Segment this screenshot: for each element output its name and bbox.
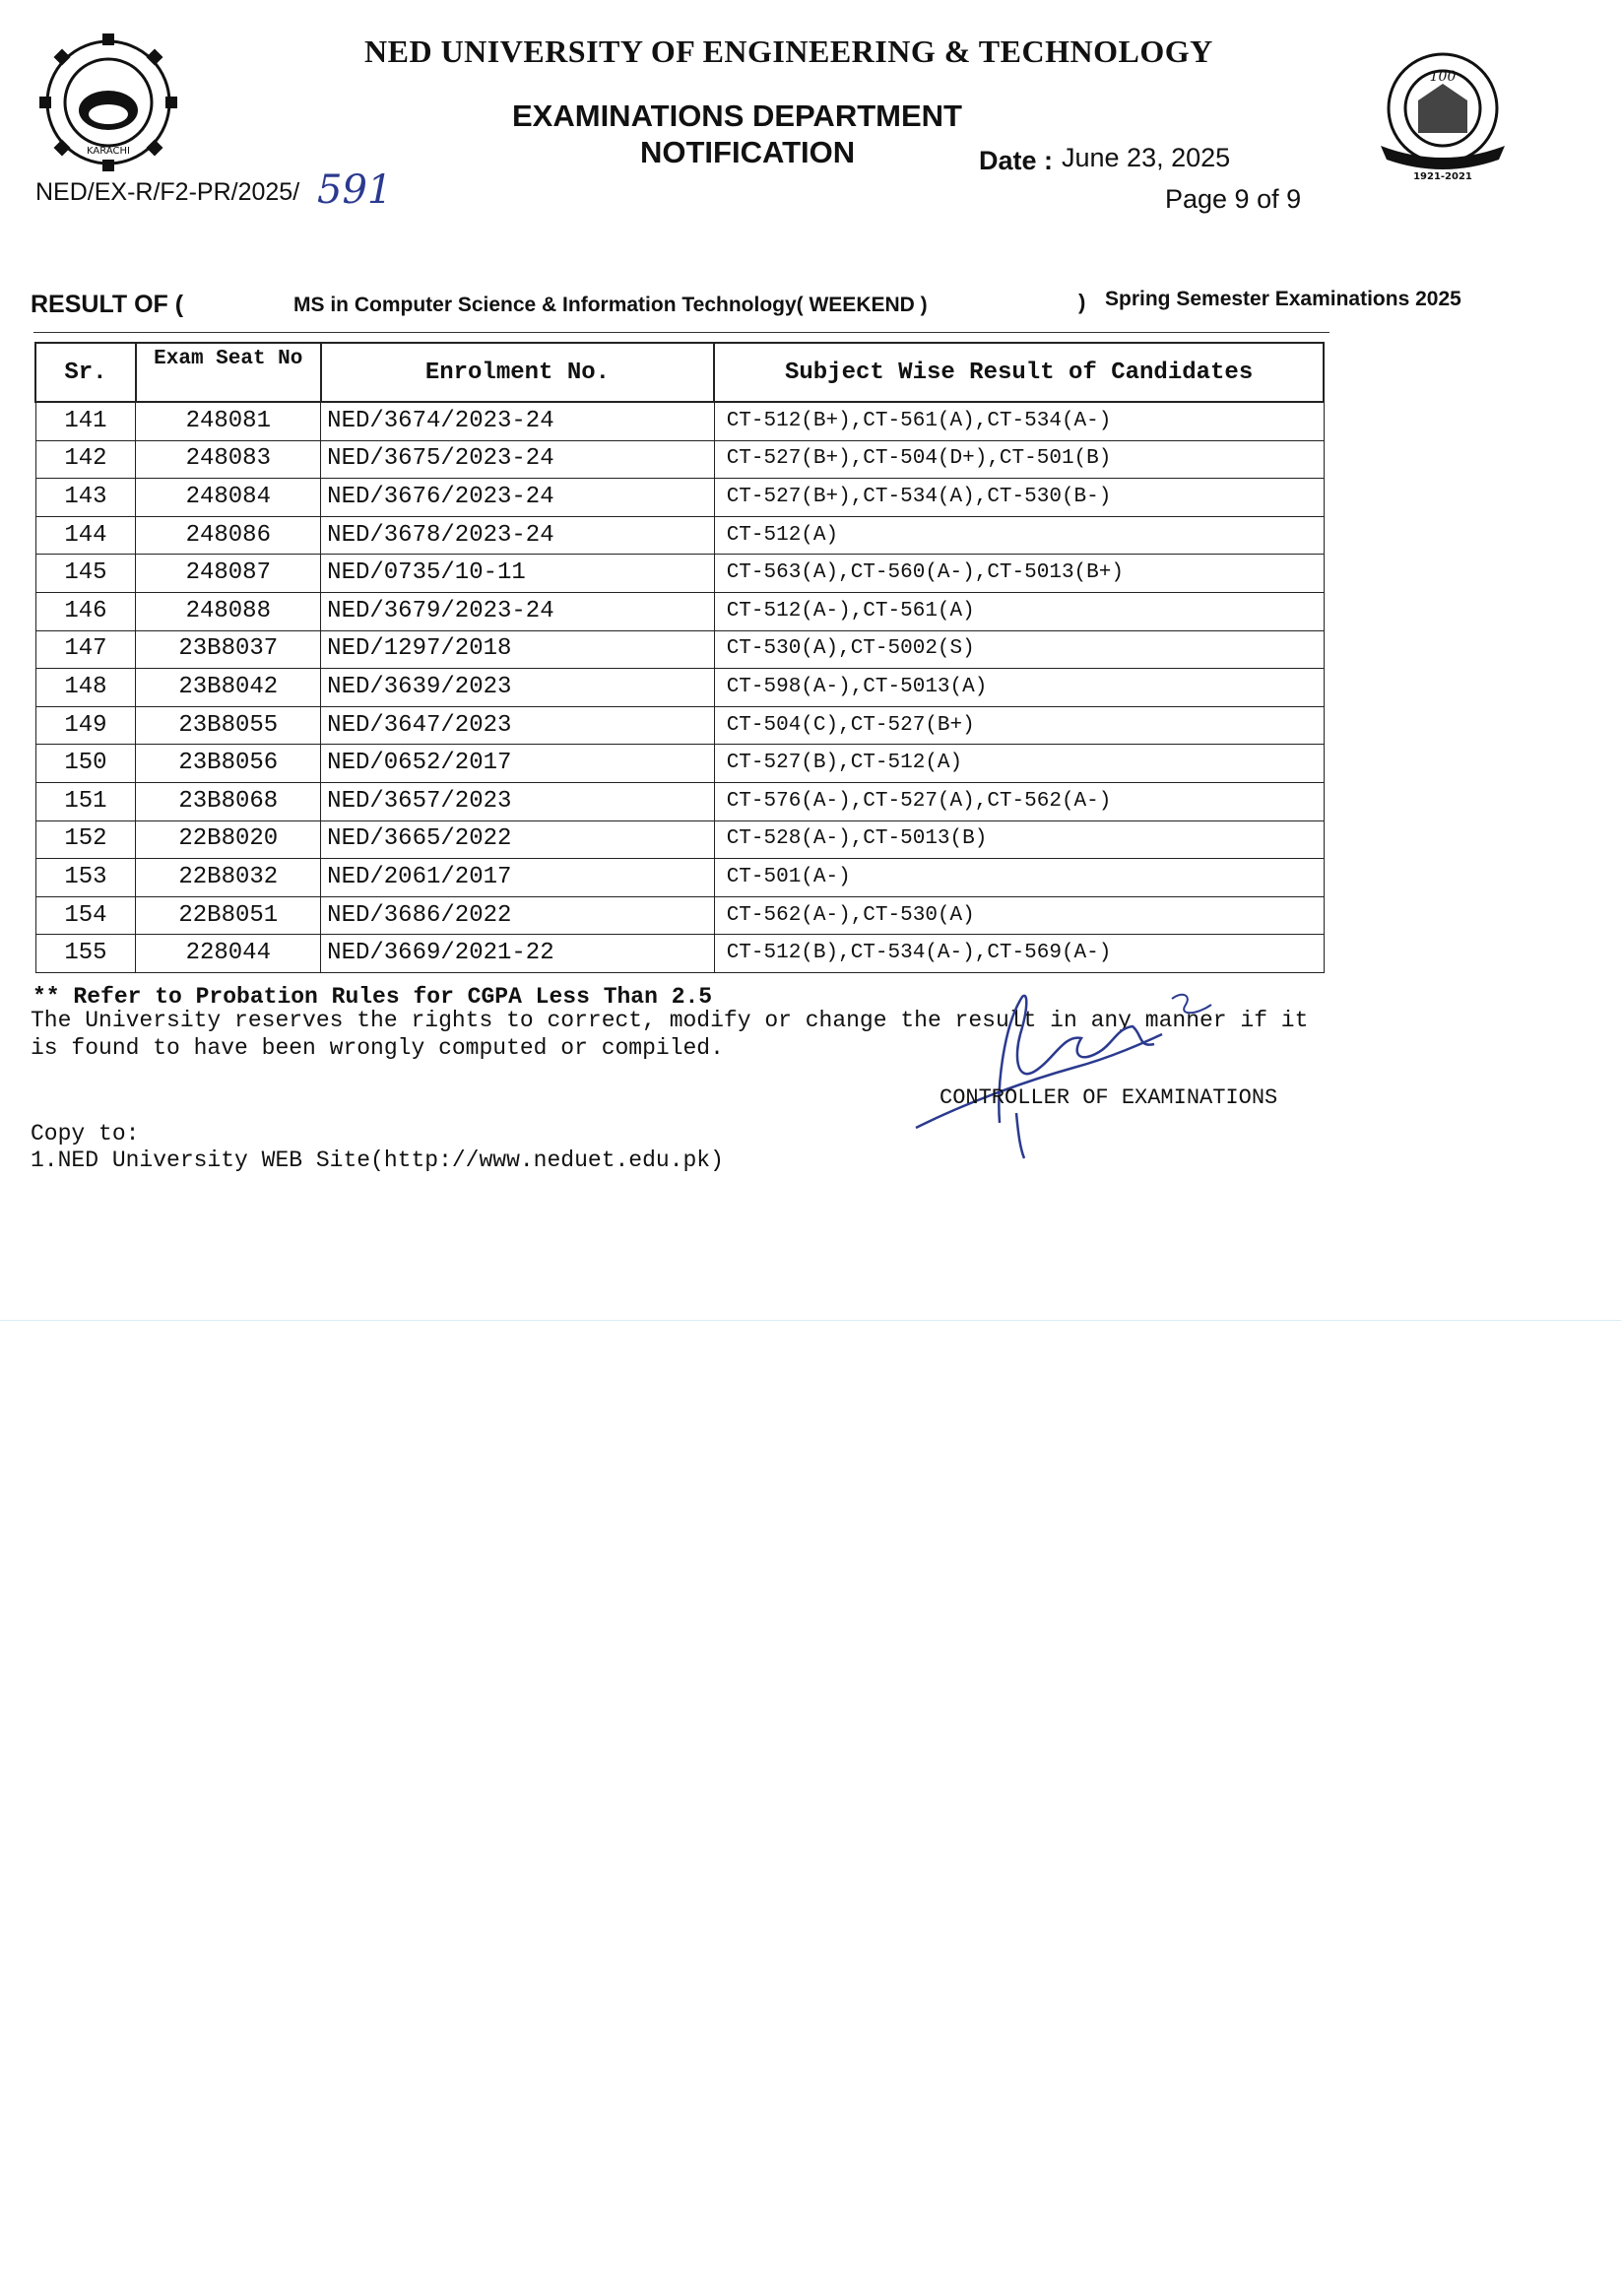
- cell-exam-seat: 22B8032: [136, 859, 321, 897]
- ned-centenary-logo: [1369, 39, 1517, 187]
- cell-subject-result: CT-528(A-),CT-5013(B): [714, 820, 1324, 859]
- cell-subject-result: CT-563(A),CT-560(A-),CT-5013(B+): [714, 555, 1324, 593]
- date-label: Date :: [979, 146, 1054, 175]
- cell-subject-result: CT-527(B+),CT-534(A),CT-530(B-): [714, 479, 1324, 517]
- cell-enrolment: NED/3665/2022: [321, 820, 715, 859]
- table-row: [35, 516, 1324, 555]
- reference-number: NED/EX-R/F2-PR/2025/: [35, 178, 300, 206]
- result-close-paren: ): [1078, 290, 1086, 314]
- cell-sr: 152: [35, 820, 136, 859]
- cell-enrolment: NED/2061/2017: [321, 859, 715, 897]
- cell-sr: 154: [35, 896, 136, 935]
- cell-sr: 145: [35, 555, 136, 593]
- table-row: [35, 479, 1324, 517]
- cell-subject-result: CT-576(A-),CT-527(A),CT-562(A-): [714, 782, 1324, 820]
- controller-title: CONTROLLER OF EXAMINATIONS: [940, 1085, 1278, 1110]
- table-row: [35, 745, 1324, 783]
- cell-exam-seat: 23B8037: [136, 630, 321, 669]
- table-row: [35, 592, 1324, 630]
- table-row: [35, 859, 1324, 897]
- cell-sr: 147: [35, 630, 136, 669]
- cell-exam-seat: 248084: [136, 479, 321, 517]
- cell-subject-result: CT-598(A-),CT-5013(A): [714, 669, 1324, 707]
- cell-sr: 151: [35, 782, 136, 820]
- cell-sr: 148: [35, 669, 136, 707]
- cell-sr: 142: [35, 440, 136, 479]
- cell-enrolment: NED/3674/2023-24: [321, 402, 715, 440]
- cell-exam-seat: 23B8068: [136, 782, 321, 820]
- cell-exam-seat: 248081: [136, 402, 321, 440]
- cell-subject-result: CT-530(A),CT-5002(S): [714, 630, 1324, 669]
- copy-to-block: [31, 1121, 724, 1174]
- cell-sr: 143: [35, 479, 136, 517]
- page-number: Page 9 of 9: [1165, 184, 1302, 214]
- column-header-seat: Exam Seat No: [136, 343, 321, 402]
- cell-exam-seat: 248088: [136, 592, 321, 630]
- cell-exam-seat: 22B8020: [136, 820, 321, 859]
- cell-enrolment: NED/3647/2023: [321, 706, 715, 745]
- ned-gear-logo: [30, 28, 187, 175]
- cell-enrolment: NED/3686/2022: [321, 896, 715, 935]
- table-header-row: [35, 343, 1324, 402]
- cell-enrolment: NED/0735/10-11: [321, 555, 715, 593]
- centenary-badge: 100: [1429, 69, 1457, 85]
- cell-sr: 153: [35, 859, 136, 897]
- cell-subject-result: CT-501(A-): [714, 859, 1324, 897]
- cell-subject-result: CT-512(A): [714, 516, 1324, 555]
- cell-enrolment: NED/1297/2018: [321, 630, 715, 669]
- cell-enrolment: NED/3675/2023-24: [321, 440, 715, 479]
- column-header-sr: Sr.: [35, 343, 136, 402]
- table-row: [35, 782, 1324, 820]
- table-row: [35, 630, 1324, 669]
- cell-subject-result: CT-527(B),CT-512(A): [714, 745, 1324, 783]
- cell-exam-seat: 248083: [136, 440, 321, 479]
- controller-signature: [906, 965, 1231, 1162]
- logo-caption: KARACHI: [87, 146, 130, 157]
- cell-enrolment: NED/3639/2023: [321, 669, 715, 707]
- program-name: MS in Computer Science & Information Technology( WEEKEND ): [293, 294, 928, 316]
- cell-sr: 141: [35, 402, 136, 440]
- table-row: [35, 555, 1324, 593]
- reference-handwritten-number: 591: [317, 167, 393, 213]
- table-body: [35, 402, 1324, 972]
- results-table: [34, 342, 1325, 973]
- department-name: EXAMINATIONS DEPARTMENT: [512, 98, 962, 133]
- table-row: [35, 669, 1324, 707]
- result-of-label: RESULT OF (: [31, 291, 184, 318]
- table-row: [35, 896, 1324, 935]
- cell-subject-result: CT-512(B),CT-534(A-),CT-569(A-): [714, 935, 1324, 973]
- cell-subject-result: CT-512(A-),CT-561(A): [714, 592, 1324, 630]
- cell-enrolment: NED/3678/2023-24: [321, 516, 715, 555]
- exam-session: Spring Semester Examinations 2025: [1105, 288, 1461, 310]
- table-row: [35, 706, 1324, 745]
- cell-exam-seat: 23B8042: [136, 669, 321, 707]
- cell-sr: 150: [35, 745, 136, 783]
- cell-enrolment: NED/3669/2021-22: [321, 935, 715, 973]
- cell-sr: 155: [35, 935, 136, 973]
- cell-sr: 149: [35, 706, 136, 745]
- cell-subject-result: CT-562(A-),CT-530(A): [714, 896, 1324, 935]
- cell-exam-seat: 248087: [136, 555, 321, 593]
- university-name: NED UNIVERSITY OF ENGINEERING & TECHNOLOGY: [364, 33, 1213, 69]
- date-value: June 23, 2025: [1062, 143, 1231, 172]
- cell-subject-result: CT-512(B+),CT-561(A),CT-534(A-): [714, 402, 1324, 440]
- cell-exam-seat: 248086: [136, 516, 321, 555]
- cell-subject-result: CT-527(B+),CT-504(D+),CT-501(B): [714, 440, 1324, 479]
- cell-exam-seat: 23B8055: [136, 706, 321, 745]
- cell-exam-seat: 22B8051: [136, 896, 321, 935]
- table-row: [35, 820, 1324, 859]
- table-row: [35, 402, 1324, 440]
- probation-note: ** Refer to Probation Rules for CGPA Less Than 2.5: [32, 984, 713, 1010]
- column-header-enrolment: Enrolment No.: [321, 343, 715, 402]
- cell-exam-seat: 23B8056: [136, 745, 321, 783]
- cell-subject-result: CT-504(C),CT-527(B+): [714, 706, 1324, 745]
- cell-sr: 146: [35, 592, 136, 630]
- header-divider: [33, 332, 1329, 333]
- cell-enrolment: NED/3676/2023-24: [321, 479, 715, 517]
- column-header-result: Subject Wise Result of Candidates: [714, 343, 1324, 402]
- centenary-years: 1921-2021: [1413, 171, 1472, 182]
- copy-to-item: 1.NED University WEB Site(http://www.neduet.edu.pk): [31, 1148, 724, 1173]
- table-row: [35, 440, 1324, 479]
- copy-to-label: Copy to:: [31, 1121, 140, 1147]
- cell-sr: 144: [35, 516, 136, 555]
- cell-enrolment: NED/3657/2023: [321, 782, 715, 820]
- disclaimer-text: The University reserves the rights to correct, modify or change the result in any manner if it is found to have been wrongly computed or compiled.: [31, 1008, 1309, 1061]
- notification-title: NOTIFICATION: [640, 135, 856, 169]
- cell-enrolment: NED/0652/2017: [321, 745, 715, 783]
- cell-exam-seat: 228044: [136, 935, 321, 973]
- scan-artifact-line: [0, 1320, 1621, 1321]
- cell-enrolment: NED/3679/2023-24: [321, 592, 715, 630]
